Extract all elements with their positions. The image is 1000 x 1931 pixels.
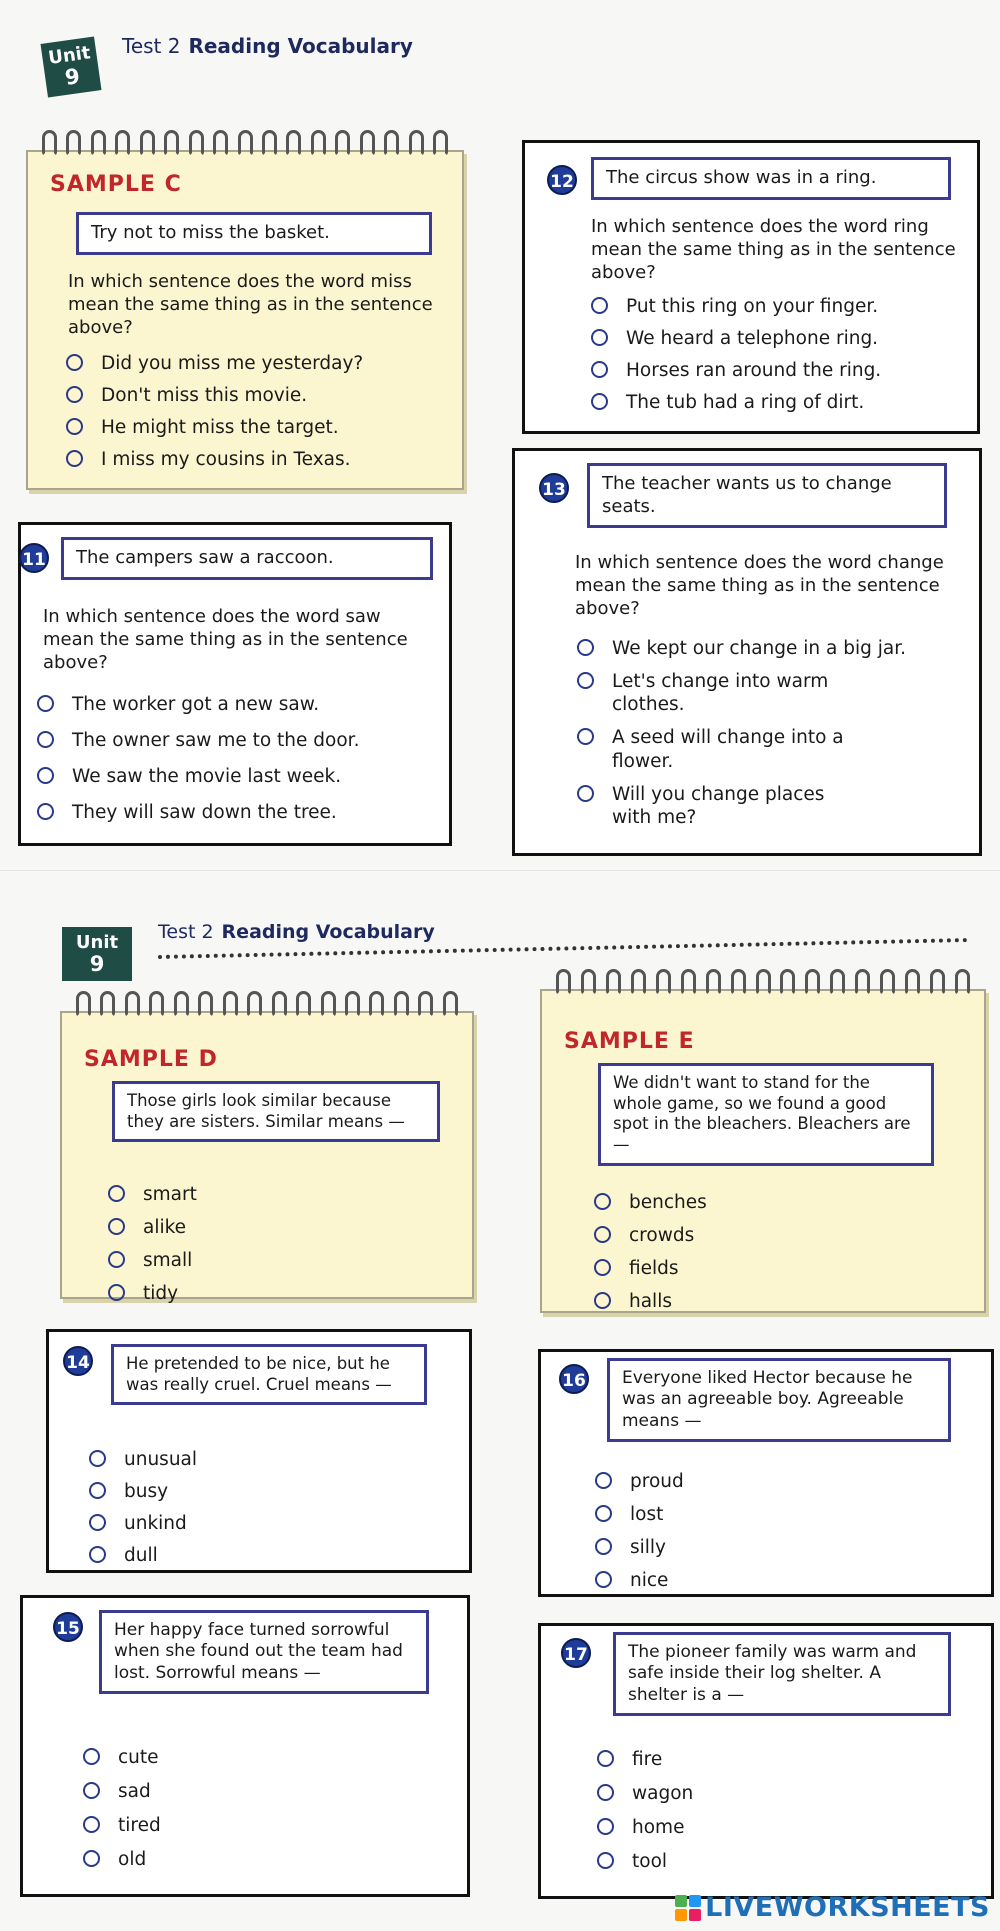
answer-option[interactable]: The tub had a ring of dirt.: [591, 391, 961, 414]
answer-options: [577, 637, 967, 829]
question-stem: The pioneer family was warm and safe inside their log shelter. A shelter is a —: [613, 1632, 951, 1716]
radio-bubble-icon[interactable]: [83, 1748, 100, 1765]
answer-option[interactable]: tired: [83, 1814, 383, 1837]
answer-option[interactable]: cute: [83, 1746, 383, 1769]
radio-bubble-icon[interactable]: [577, 785, 594, 802]
question-stem: He pretended to be nice, but he was really cruel. Cruel means —: [111, 1344, 427, 1405]
answer-option[interactable]: Did you miss me yesterday?: [66, 352, 446, 375]
radio-bubble-icon[interactable]: [591, 329, 608, 346]
radio-bubble-icon[interactable]: [595, 1538, 612, 1555]
radio-bubble-icon[interactable]: [597, 1852, 614, 1869]
test-header: [158, 921, 435, 943]
radio-bubble-icon[interactable]: [37, 767, 54, 784]
radio-bubble-icon[interactable]: [591, 297, 608, 314]
spiral-binding: [42, 130, 448, 158]
radio-bubble-icon[interactable]: [83, 1782, 100, 1799]
question-number: 13: [539, 473, 569, 503]
sample-title: SAMPLE E: [564, 1029, 695, 1054]
question-stem: Try not to miss the basket.: [76, 212, 432, 255]
radio-bubble-icon[interactable]: [89, 1546, 106, 1563]
answer-option[interactable]: I miss my cousins in Texas.: [66, 448, 446, 471]
question-15-card: [20, 1595, 470, 1897]
radio-bubble-icon[interactable]: [89, 1450, 106, 1467]
radio-bubble-icon[interactable]: [597, 1784, 614, 1801]
radio-bubble-icon[interactable]: [577, 672, 594, 689]
question-text: In which sentence does the word saw mean the same thing as in the sentence above?: [43, 606, 408, 674]
unit-label: Unit: [47, 42, 92, 69]
answer-options: [66, 352, 446, 472]
question-stem: Everyone liked Hector because he was an agreeable boy. Agreeable means —: [607, 1358, 951, 1442]
radio-bubble-icon[interactable]: [594, 1193, 611, 1210]
question-text: In which sentence does the word ring mean the same thing as in the sentence above?: [591, 216, 956, 284]
radio-bubble-icon[interactable]: [597, 1750, 614, 1767]
radio-bubble-icon[interactable]: [108, 1251, 125, 1268]
answer-option[interactable]: We kept our change in a big jar.: [577, 637, 967, 660]
answer-option[interactable]: alike: [108, 1216, 408, 1239]
radio-bubble-icon[interactable]: [83, 1816, 100, 1833]
radio-bubble-icon[interactable]: [66, 354, 83, 371]
section-label: Reading Vocabulary: [188, 34, 413, 58]
answer-options: [83, 1746, 383, 1872]
question-14-card: [46, 1329, 472, 1573]
answer-option[interactable]: Let's change into warm clothes.: [577, 670, 967, 716]
answer-option[interactable]: fire: [597, 1748, 897, 1771]
liveworksheets-logo-icon: [675, 1895, 701, 1921]
spiral-binding: [76, 991, 458, 1019]
question-text: In which sentence does the word miss mean the same thing as in the sentence above?: [68, 271, 433, 339]
answer-option[interactable]: sad: [83, 1780, 383, 1803]
unit-number: 9: [89, 951, 105, 976]
answer-option[interactable]: halls: [594, 1290, 894, 1313]
question-stem: The teacher wants us to change seats.: [587, 463, 947, 528]
answer-option[interactable]: unkind: [89, 1512, 389, 1535]
question-stem: Those girls look similar because they are sisters. Similar means —: [112, 1081, 440, 1142]
question-stem: The circus show was in a ring.: [591, 157, 951, 200]
answer-option[interactable]: silly: [595, 1536, 895, 1559]
sample-c-card: [26, 150, 464, 490]
radio-bubble-icon[interactable]: [594, 1226, 611, 1243]
worksheet-page-2: [0, 870, 1000, 1931]
test-label: Test 2: [122, 34, 181, 58]
answer-option[interactable]: He might miss the target.: [66, 416, 446, 439]
answer-option[interactable]: proud: [595, 1470, 895, 1493]
radio-bubble-icon[interactable]: [37, 731, 54, 748]
unit-badge: [41, 37, 102, 98]
question-number: 16: [559, 1364, 589, 1394]
answer-option[interactable]: small: [108, 1249, 408, 1272]
radio-bubble-icon[interactable]: [66, 386, 83, 403]
test-label: Test 2: [158, 921, 214, 943]
answer-option[interactable]: They will saw down the tree.: [37, 801, 437, 824]
answer-options: [594, 1191, 894, 1314]
answer-options: [591, 295, 961, 415]
section-label: Reading Vocabulary: [221, 921, 435, 943]
radio-bubble-icon[interactable]: [37, 695, 54, 712]
unit-label: Unit: [75, 932, 119, 953]
radio-bubble-icon[interactable]: [594, 1259, 611, 1276]
sample-title: SAMPLE D: [84, 1047, 218, 1072]
answer-options: [89, 1448, 389, 1568]
answer-option[interactable]: A seed will change into a flower.: [577, 726, 967, 772]
liveworksheets-watermark: [675, 1892, 990, 1923]
question-number: 15: [53, 1612, 83, 1642]
radio-bubble-icon[interactable]: [591, 361, 608, 378]
radio-bubble-icon[interactable]: [37, 803, 54, 820]
answer-options: [597, 1748, 897, 1874]
question-17-card: [538, 1623, 994, 1899]
answer-option[interactable]: old: [83, 1848, 383, 1871]
radio-bubble-icon[interactable]: [595, 1505, 612, 1522]
answer-option[interactable]: The owner saw me to the door.: [37, 729, 437, 752]
answer-option[interactable]: home: [597, 1816, 897, 1839]
radio-bubble-icon[interactable]: [66, 450, 83, 467]
answer-option[interactable]: Will you change places with me?: [577, 783, 967, 829]
answer-option[interactable]: tidy: [108, 1282, 408, 1305]
answer-option[interactable]: Don't miss this movie.: [66, 384, 446, 407]
question-text: In which sentence does the word change mean the same thing as in the sentence above?: [575, 552, 944, 620]
question-number: 12: [547, 165, 577, 195]
sample-title: SAMPLE C: [50, 172, 182, 197]
spiral-binding: [556, 969, 970, 997]
answer-option[interactable]: The worker got a new saw.: [37, 693, 437, 716]
answer-option[interactable]: nice: [595, 1569, 895, 1592]
answer-option[interactable]: We saw the movie last week.: [37, 765, 437, 788]
answer-option[interactable]: unusual: [89, 1448, 389, 1471]
radio-bubble-icon[interactable]: [108, 1284, 125, 1301]
worksheet-page-1: [0, 0, 1000, 870]
answer-option[interactable]: We heard a telephone ring.: [591, 327, 961, 350]
answer-options: [37, 693, 437, 825]
test-header: [122, 34, 413, 58]
question-number: 11: [19, 543, 49, 573]
answer-option[interactable]: lost: [595, 1503, 895, 1526]
radio-bubble-icon[interactable]: [89, 1514, 106, 1531]
question-stem: The campers saw a raccoon.: [61, 537, 433, 580]
answer-option[interactable]: crowds: [594, 1224, 894, 1247]
question-16-card: [538, 1349, 994, 1597]
unit-number: 9: [63, 63, 82, 90]
radio-bubble-icon[interactable]: [89, 1482, 106, 1499]
answer-option[interactable]: fields: [594, 1257, 894, 1280]
question-stem: Her happy face turned sorrowful when she found out the team had lost. Sorrowful means —: [99, 1610, 429, 1694]
question-13-card: [512, 448, 982, 856]
radio-bubble-icon[interactable]: [108, 1185, 125, 1202]
radio-bubble-icon[interactable]: [66, 418, 83, 435]
answer-option[interactable]: dull: [89, 1544, 389, 1567]
answer-option[interactable]: smart: [108, 1183, 408, 1206]
radio-bubble-icon[interactable]: [595, 1472, 612, 1489]
radio-bubble-icon[interactable]: [591, 393, 608, 410]
answer-option[interactable]: busy: [89, 1480, 389, 1503]
question-11-card: [18, 522, 452, 846]
radio-bubble-icon[interactable]: [594, 1292, 611, 1309]
answer-option[interactable]: tool: [597, 1850, 897, 1873]
sample-d-card: [60, 1011, 474, 1305]
answer-option[interactable]: benches: [594, 1191, 894, 1214]
radio-bubble-icon[interactable]: [577, 728, 594, 745]
answer-options: [595, 1470, 895, 1593]
radio-bubble-icon[interactable]: [595, 1571, 612, 1588]
question-stem: We didn't want to stand for the whole game, so we found a good spot in the bleachers. Bleachers are —: [598, 1063, 934, 1166]
answer-option[interactable]: wagon: [597, 1782, 897, 1805]
radio-bubble-icon[interactable]: [108, 1218, 125, 1235]
unit-badge: [62, 927, 132, 981]
answer-options: [108, 1183, 408, 1306]
radio-bubble-icon[interactable]: [577, 639, 594, 656]
question-12-card: [522, 140, 980, 434]
answer-option[interactable]: Put this ring on your finger.: [591, 295, 961, 318]
radio-bubble-icon[interactable]: [83, 1850, 100, 1867]
radio-bubble-icon[interactable]: [597, 1818, 614, 1835]
sample-e-card: [540, 989, 986, 1313]
question-number: 14: [63, 1346, 93, 1376]
answer-option[interactable]: Horses ran around the ring.: [591, 359, 961, 382]
question-number: 17: [561, 1638, 591, 1668]
watermark-text: LIVEWORKSHEETS: [705, 1892, 990, 1923]
